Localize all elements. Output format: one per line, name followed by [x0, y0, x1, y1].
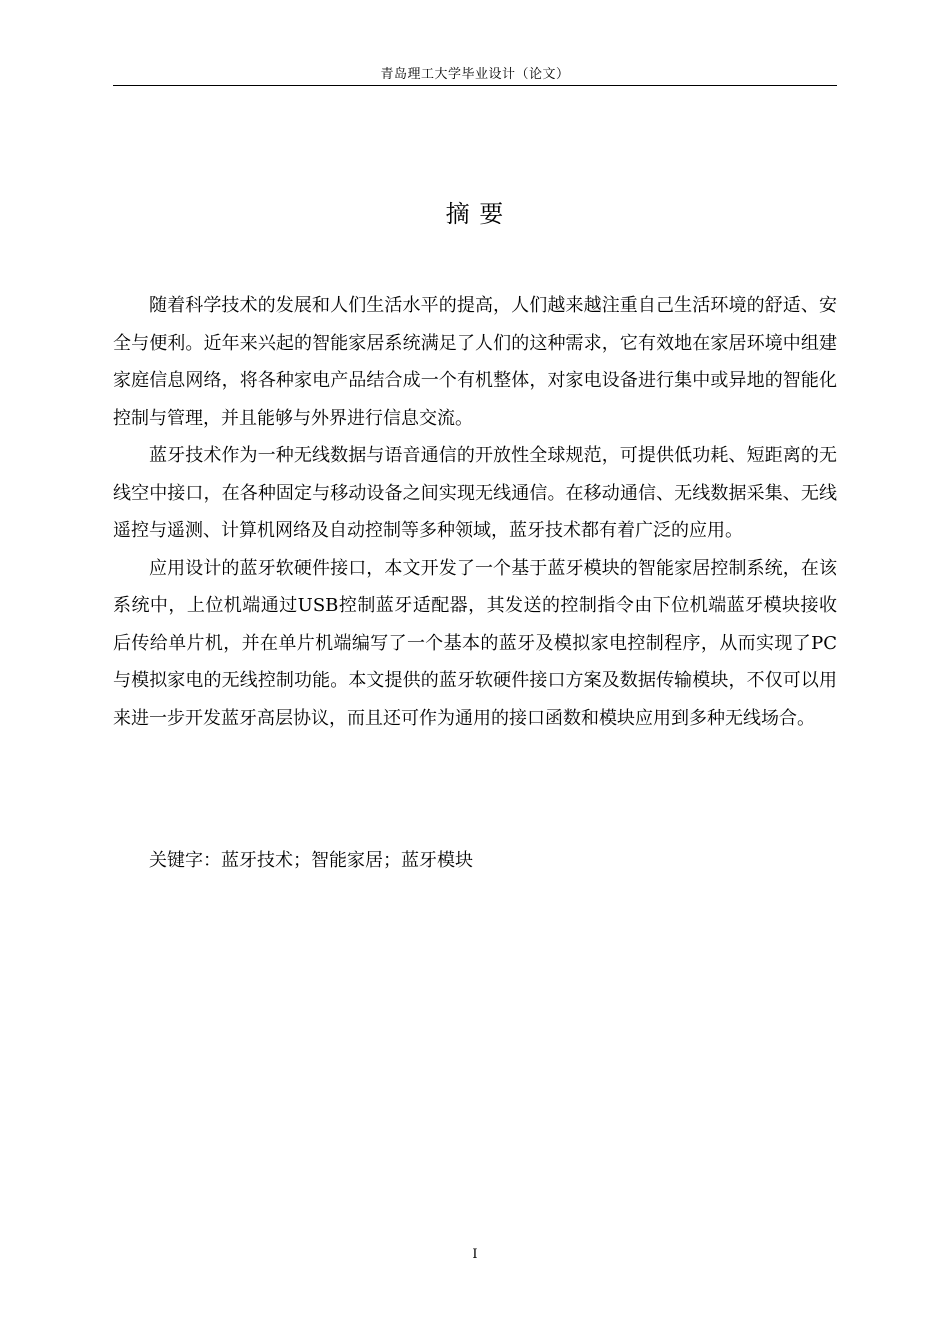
abstract-paragraph-2: 蓝牙技术作为一种无线数据与语音通信的开放性全球规范，可提供低功耗、短距离的无线空中接口，在各种固定与移动设备之间实现无线通信。在移动通信、无线数据采集、无线遥控与遥测、计算机网络及自动控制等多种领域，蓝牙技术都有着广泛的应用。: [113, 445, 837, 541]
abstract-paragraph-1: 随着科学技术的发展和人们生活水平的提高，人们越来越注重自己生活环境的舒适、安全与便利。近年来兴起的智能家居系统满足了人们的这种需求，它有效地在家居环境中组建家庭信息网络，将各种家电产品结合成一个有机整体，对家电设备进行集中或异地的智能化控制与管理，并且能够与外界进行信息交流。: [113, 295, 837, 429]
header-rule: [113, 85, 837, 86]
abstract-paragraph-3: 应用设计的蓝牙软硬件接口，本文开发了一个基于蓝牙模块的智能家居控制系统，在该系统中，上位机端通过USB控制蓝牙适配器，其发送的控制指令由下位机端蓝牙模块接收后传给单片机，并在单片机端编写了一个基本的蓝牙及模拟家电控制程序，从而实现了PC与模拟家电的无线控制功能。本文提供的蓝牙软硬件接口方案及数据传输模块，不仅可以用来进一步开发蓝牙高层协议，而且还可作为通用的接口函数和模块应用到多种无线场合。: [113, 557, 837, 729]
abstract-title: 摘 要: [445, 200, 505, 228]
running-header: 青岛理工大学毕业设计（论文）: [380, 67, 570, 82]
keywords-line: 关键字：蓝牙技术；智能家居；蓝牙模块: [149, 850, 473, 871]
page-number: I: [472, 1247, 478, 1262]
abstract-body: [113, 287, 837, 737]
